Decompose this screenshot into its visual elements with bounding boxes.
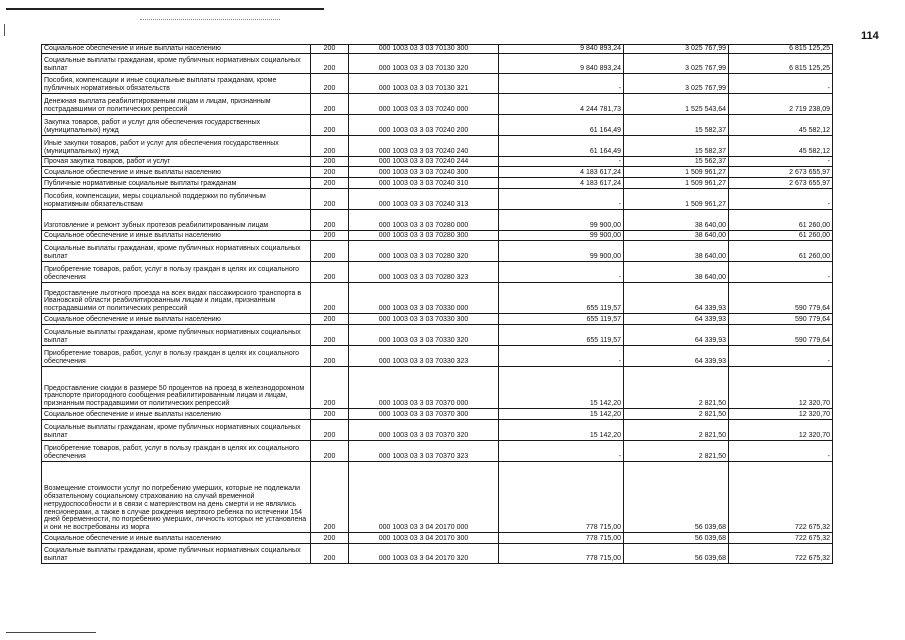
row-kbk: 000 1003 03 3 03 70240 240 xyxy=(349,136,499,157)
row-code: 200 xyxy=(311,262,349,283)
row-approved: 9 840 893,24 xyxy=(499,45,624,54)
row-code: 200 xyxy=(311,157,349,167)
row-executed: 56 039,68 xyxy=(624,544,729,564)
row-remaining: - xyxy=(729,189,833,210)
table-row xyxy=(42,441,833,462)
row-name: Изготовление и ремонт зубных протезов реабилитированным лицам xyxy=(42,210,311,231)
row-approved: 99 900,00 xyxy=(499,231,624,241)
table-row xyxy=(42,178,833,189)
row-approved: - xyxy=(499,262,624,283)
row-remaining: 61 260,00 xyxy=(729,210,833,231)
table-row xyxy=(42,346,833,367)
row-remaining: - xyxy=(729,157,833,167)
row-kbk: 000 1003 03 3 03 70240 310 xyxy=(349,178,499,189)
row-kbk: 000 1003 03 3 03 70330 000 xyxy=(349,283,499,314)
row-remaining: 12 320,70 xyxy=(729,367,833,409)
row-remaining: 590 779,64 xyxy=(729,314,833,325)
row-kbk: 000 1003 03 3 03 70370 320 xyxy=(349,420,499,441)
row-kbk: 000 1003 03 3 03 70240 313 xyxy=(349,189,499,210)
row-executed: 15 582,37 xyxy=(624,115,729,136)
row-code: 200 xyxy=(311,314,349,325)
row-name: Социальное обеспечение и иные выплаты населению xyxy=(42,45,311,54)
row-approved: 15 142,20 xyxy=(499,367,624,409)
row-kbk: 000 1003 03 3 03 70330 323 xyxy=(349,346,499,367)
row-approved: - xyxy=(499,441,624,462)
row-kbk: 000 1003 03 3 03 70330 300 xyxy=(349,314,499,325)
row-approved: 15 142,20 xyxy=(499,409,624,420)
row-name: Пособия, компенсации и иные социальные выплаты гражданам, кроме публичных нормативных обязательств xyxy=(42,74,311,94)
row-remaining: - xyxy=(729,441,833,462)
row-code: 200 xyxy=(311,210,349,231)
row-remaining: 12 320,70 xyxy=(729,409,833,420)
row-remaining: 722 675,32 xyxy=(729,462,833,533)
row-name: Социальные выплаты гражданам, кроме публичных нормативных социальных выплат xyxy=(42,325,311,346)
table-row xyxy=(42,231,833,241)
budget-table xyxy=(41,44,833,564)
header-rule xyxy=(6,8,324,10)
row-kbk: 000 1003 03 3 04 20170 000 xyxy=(349,462,499,533)
row-approved: 655 119,57 xyxy=(499,314,624,325)
row-kbk: 000 1003 03 3 03 70280 000 xyxy=(349,210,499,231)
row-approved: 61 164,49 xyxy=(499,136,624,157)
row-executed: 38 640,00 xyxy=(624,231,729,241)
table-row xyxy=(42,462,833,533)
row-remaining: 12 320,70 xyxy=(729,420,833,441)
row-approved: 655 119,57 xyxy=(499,283,624,314)
row-remaining: 2 719 238,09 xyxy=(729,94,833,115)
row-remaining: 722 675,32 xyxy=(729,533,833,544)
row-approved: 99 900,00 xyxy=(499,210,624,231)
row-code: 200 xyxy=(311,94,349,115)
table-row xyxy=(42,409,833,420)
row-executed: 1 509 961,27 xyxy=(624,178,729,189)
row-name: Социальные выплаты гражданам, кроме публичных нормативных социальных выплат xyxy=(42,54,311,74)
row-code: 200 xyxy=(311,74,349,94)
row-executed: 2 821,50 xyxy=(624,409,729,420)
row-name: Приобретение товаров, работ, услуг в пользу граждан в целях их социального обеспечения xyxy=(42,262,311,283)
row-approved: - xyxy=(499,346,624,367)
table-row xyxy=(42,241,833,262)
row-name: Денежная выплата реабилитированным лицам и лицам, признанным пострадавшими от политических репрессий xyxy=(42,94,311,115)
row-remaining: - xyxy=(729,346,833,367)
row-remaining: 6 815 125,25 xyxy=(729,54,833,74)
row-code: 200 xyxy=(311,189,349,210)
row-kbk: 000 1003 03 3 04 20170 320 xyxy=(349,544,499,564)
row-executed: 3 025 767,99 xyxy=(624,54,729,74)
row-approved: 778 715,00 xyxy=(499,533,624,544)
row-code: 200 xyxy=(311,167,349,178)
row-approved: 99 900,00 xyxy=(499,241,624,262)
row-name: Приобретение товаров, работ, услуг в пользу граждан в целях их социального обеспечения xyxy=(42,346,311,367)
row-code: 200 xyxy=(311,441,349,462)
row-approved: 655 119,57 xyxy=(499,325,624,346)
margin-mark xyxy=(4,24,5,36)
row-approved: 15 142,20 xyxy=(499,420,624,441)
row-code: 200 xyxy=(311,420,349,441)
row-name: Публичные нормативные социальные выплаты гражданам xyxy=(42,178,311,189)
row-executed: 38 640,00 xyxy=(624,210,729,231)
row-code: 200 xyxy=(311,283,349,314)
row-code: 200 xyxy=(311,115,349,136)
row-kbk: 000 1003 03 3 03 70370 323 xyxy=(349,441,499,462)
row-executed: 2 821,50 xyxy=(624,441,729,462)
row-name: Приобретение товаров, работ, услуг в пользу граждан в целях их социального обеспечения xyxy=(42,441,311,462)
row-code: 200 xyxy=(311,367,349,409)
row-remaining: 45 582,12 xyxy=(729,115,833,136)
table-row xyxy=(42,262,833,283)
row-name: Социальное обеспечение и иные выплаты населению xyxy=(42,167,311,178)
row-name: Социальное обеспечение и иные выплаты населению xyxy=(42,231,311,241)
row-approved: - xyxy=(499,157,624,167)
row-executed: 64 339,93 xyxy=(624,314,729,325)
row-kbk: 000 1003 03 3 03 70240 200 xyxy=(349,115,499,136)
table-row xyxy=(42,533,833,544)
row-name: Предоставление скидки в размере 50 процентов на проезд в железнодорожном транспорте пригородного сообщения реабилитированным лицам и лицам, признанным пострадавшими от политических репрессий xyxy=(42,367,311,409)
table-row xyxy=(42,210,833,231)
row-code: 200 xyxy=(311,533,349,544)
row-approved: - xyxy=(499,74,624,94)
row-kbk: 000 1003 03 3 03 70280 300 xyxy=(349,231,499,241)
row-approved: 778 715,00 xyxy=(499,544,624,564)
row-kbk: 000 1003 03 3 03 70370 300 xyxy=(349,409,499,420)
row-executed: 1 509 961,27 xyxy=(624,167,729,178)
row-code: 200 xyxy=(311,241,349,262)
row-remaining: 590 779,64 xyxy=(729,325,833,346)
row-approved: 4 183 617,24 xyxy=(499,167,624,178)
table-row xyxy=(42,283,833,314)
row-code: 200 xyxy=(311,178,349,189)
row-executed: 38 640,00 xyxy=(624,262,729,283)
row-executed: 1 525 543,64 xyxy=(624,94,729,115)
table-row xyxy=(42,325,833,346)
table-row xyxy=(42,115,833,136)
row-remaining: 722 675,32 xyxy=(729,544,833,564)
row-executed: 56 039,68 xyxy=(624,462,729,533)
row-code: 200 xyxy=(311,346,349,367)
row-remaining: - xyxy=(729,74,833,94)
row-executed: 38 640,00 xyxy=(624,241,729,262)
row-remaining: 590 779,64 xyxy=(729,283,833,314)
row-name: Иные закупки товаров, работ и услуг для обеспечения государственных (муниципальных) нужд xyxy=(42,136,311,157)
row-name: Прочая закупка товаров, работ и услуг xyxy=(42,157,311,167)
row-remaining: 6 815 125,25 xyxy=(729,45,833,54)
row-kbk: 000 1003 03 3 03 70280 320 xyxy=(349,241,499,262)
row-code: 200 xyxy=(311,544,349,564)
row-executed: 3 025 767,99 xyxy=(624,45,729,54)
table-row xyxy=(42,544,833,564)
row-code: 200 xyxy=(311,45,349,54)
budget-table-body xyxy=(42,45,833,564)
table-row xyxy=(42,136,833,157)
row-executed: 1 509 961,27 xyxy=(624,189,729,210)
row-executed: 56 039,68 xyxy=(624,533,729,544)
table-row xyxy=(42,367,833,409)
row-executed: 64 339,93 xyxy=(624,346,729,367)
row-name: Возмещение стоимости услуг по погребению умерших, которые не подлежали обязательному социальному страхованию на случай временной нетрудоспособности и в связи с материнством на день смерти и не являлись пенсионерами, а также в случае рождения мертвого ребенка по истечении 154 дней беременности, по погребению умерших, личность которых не установлена и они не востребованы из морга xyxy=(42,462,311,533)
row-code: 200 xyxy=(311,462,349,533)
row-name: Пособия, компенсации, меры социальной поддержки по публичным нормативным обязательствам xyxy=(42,189,311,210)
row-name: Закупка товаров, работ и услуг для обеспечения государственных (муниципальных) нужд xyxy=(42,115,311,136)
table-row xyxy=(42,45,833,54)
row-executed: 3 025 767,99 xyxy=(624,74,729,94)
table-row xyxy=(42,74,833,94)
row-approved: 61 164,49 xyxy=(499,115,624,136)
row-kbk: 000 1003 03 3 03 70130 321 xyxy=(349,74,499,94)
footer-rule xyxy=(6,632,96,633)
row-name: Социальные выплаты гражданам, кроме публичных нормативных социальных выплат xyxy=(42,241,311,262)
row-kbk: 000 1003 03 3 04 20170 300 xyxy=(349,533,499,544)
table-row xyxy=(42,157,833,167)
row-kbk: 000 1003 03 3 03 70130 320 xyxy=(349,54,499,74)
row-code: 200 xyxy=(311,54,349,74)
row-kbk: 000 1003 03 3 03 70240 300 xyxy=(349,167,499,178)
row-name: Социальное обеспечение и иные выплаты населению xyxy=(42,314,311,325)
row-remaining: 61 260,00 xyxy=(729,231,833,241)
row-code: 200 xyxy=(311,325,349,346)
table-row xyxy=(42,167,833,178)
table-row xyxy=(42,189,833,210)
row-approved: 4 244 781,73 xyxy=(499,94,624,115)
row-name: Социальное обеспечение и иные выплаты населению xyxy=(42,409,311,420)
row-kbk: 000 1003 03 3 03 70280 323 xyxy=(349,262,499,283)
row-name: Социальные выплаты гражданам, кроме публичных нормативных социальных выплат xyxy=(42,544,311,564)
row-remaining: - xyxy=(729,262,833,283)
row-approved: - xyxy=(499,189,624,210)
row-approved: 778 715,00 xyxy=(499,462,624,533)
header-dotted-rule xyxy=(140,19,280,20)
row-name: Предоставление льготного проезда на всех видах пассажирского транспорта в Ивановской области реабилитированным лицам и лицам, признанным пострадавшими от политических репрессий xyxy=(42,283,311,314)
row-executed: 15 562,37 xyxy=(624,157,729,167)
row-name: Социальное обеспечение и иные выплаты населению xyxy=(42,533,311,544)
row-executed: 64 339,93 xyxy=(624,283,729,314)
row-code: 200 xyxy=(311,409,349,420)
row-kbk: 000 1003 03 3 03 70130 300 xyxy=(349,45,499,54)
row-code: 200 xyxy=(311,231,349,241)
row-remaining: 45 582,12 xyxy=(729,136,833,157)
row-remaining: 61 260,00 xyxy=(729,241,833,262)
row-kbk: 000 1003 03 3 03 70330 320 xyxy=(349,325,499,346)
table-row xyxy=(42,94,833,115)
row-kbk: 000 1003 03 3 03 70240 244 xyxy=(349,157,499,167)
row-executed: 2 821,50 xyxy=(624,420,729,441)
row-remaining: 2 673 655,97 xyxy=(729,167,833,178)
row-kbk: 000 1003 03 3 03 70370 000 xyxy=(349,367,499,409)
row-kbk: 000 1003 03 3 03 70240 000 xyxy=(349,94,499,115)
row-executed: 2 821,50 xyxy=(624,367,729,409)
row-executed: 15 582,37 xyxy=(624,136,729,157)
table-row xyxy=(42,54,833,74)
row-name: Социальные выплаты гражданам, кроме публичных нормативных социальных выплат xyxy=(42,420,311,441)
row-executed: 64 339,93 xyxy=(624,325,729,346)
page-number: 114 xyxy=(861,30,879,42)
row-approved: 4 183 617,24 xyxy=(499,178,624,189)
row-approved: 9 840 893,24 xyxy=(499,54,624,74)
row-remaining: 2 673 655,97 xyxy=(729,178,833,189)
table-row xyxy=(42,420,833,441)
row-code: 200 xyxy=(311,136,349,157)
table-row xyxy=(42,314,833,325)
